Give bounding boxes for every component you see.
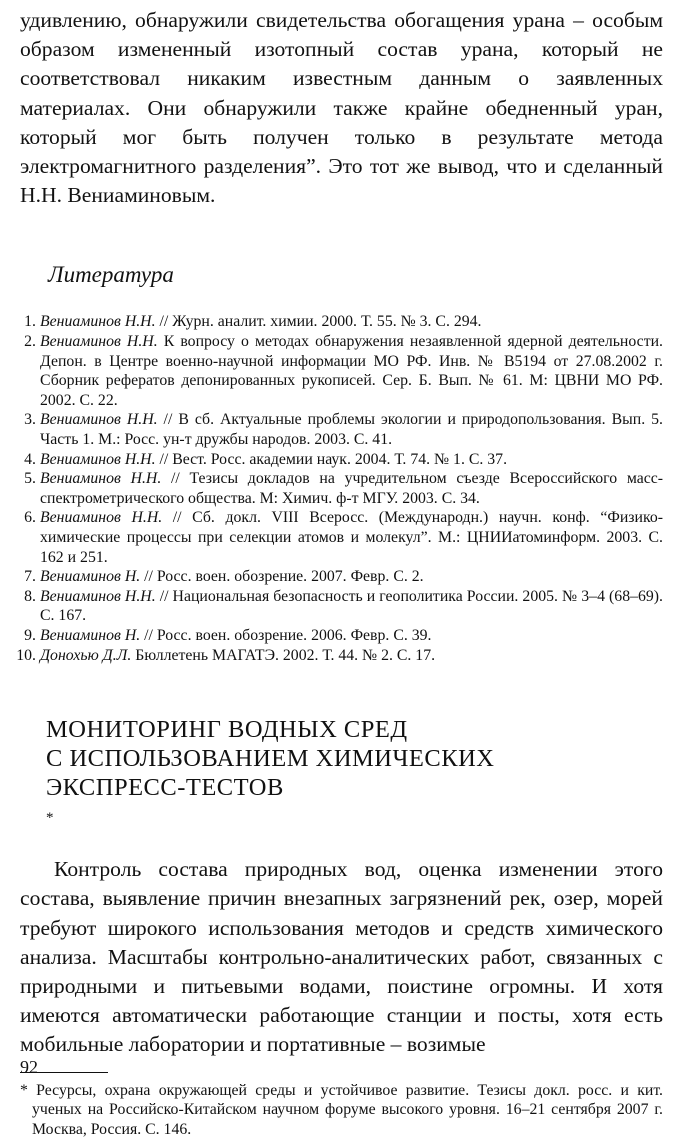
reference-list [16,312,664,665]
reference-author: Вениаминов Н.Н. [40,313,156,331]
reference-author: Вениаминов Н. [40,626,141,644]
reference-author: Вениаминов Н. [40,568,141,586]
reference-number: 7. [24,568,36,586]
reference-number: 5. [24,470,36,488]
reference-text: // Журн. аналит. химии. 2000. Т. 55. № 3. С. 294. [155,313,482,331]
reference-text: // Национальная безопасность и геополитика России. 2005. № 3–4 (68–69). С. 167. [40,587,663,625]
intro-paragraph: удивлению, обнаружили свидетельства обогащения урана – особым образом измененный изотопный состав урана, который не соответствовал никаким известным данным о заявленных материалах. Они обнаружили также крайне обедненный уран, который мог быть получен только в результате метода электромагнитного разделения”. Это тот же вывод, что и сделанный Н.Н. Вениаминовым. [20,8,663,208]
section-title [46,715,663,831]
reference-text: // Росс. воен. обозрение. 2006. Февр. С. 39. [140,626,432,644]
section-paragraph: Контроль состава природных вод, оценка изменении этого состава, выявление причин внезапных загрязнений рек, озер, морей требуют широкого использования методов и средств химического анализа. Масштабы контрольно-аналитических работ, связанных с природными и питьевыми водами, поистине огромны. И хотя имеются автоматически работающие станции и посты, хотя есть мобильные лаборатории и портативные – возимые [20,857,663,1057]
reference-number: 3. [24,411,36,429]
reference-item [20,508,663,567]
reference-number: 2. [24,333,36,351]
reference-text: К вопросу о методах обнаружения незаявленной ядерной деятельности. Депон. в Центре военно-научной информации МО РФ. Инв. № B5194 от 27.08.2002 г. Сборник рефератов депонированных рукописей. Сер. Б. Вып. № 61. М: ЦВНИ МО РФ. 2002. С. 22. [40,333,663,409]
reference-author: Вениаминов Н.Н. [40,450,156,468]
reference-number: 10. [16,646,36,664]
reference-number: 9. [24,626,36,644]
reference-author: Донохью Д.Л. [40,646,132,664]
reference-item [20,410,663,449]
reference-item [20,587,663,626]
reference-number: 4. [24,450,36,468]
reference-number: 1. [24,313,36,331]
footnote-mark: * [46,810,54,827]
section-title-line-text: ЭКСПРЕСС-ТЕСТОВ [46,774,284,802]
reference-item [20,626,663,646]
reference-item [20,567,663,587]
section-title-line-last [46,773,663,831]
reference-text: // Вест. Росс. академии наук. 2004. Т. 74. № 1. С. 37. [155,450,508,468]
reference-author: Вениаминов Н.Н. [40,333,158,351]
reference-item [16,646,663,666]
reference-number: 6. [24,509,36,527]
section-title-line: С ИСПОЛЬЗОВАНИЕМ ХИМИЧЕСКИХ [46,745,495,773]
reference-text: Бюллетень МАГАТЭ. 2002. Т. 44. № 2. С. 17. [131,646,436,664]
literature-heading: Литература [48,262,174,288]
reference-item [20,469,663,508]
reference-number: 8. [24,587,36,605]
reference-text: // Тезисы докладов на учредительном съезде Всероссийского масс-спектрометрического общества. М: Химич. ф-т МГУ. 2003. С. 34. [40,470,663,507]
page-number: 92 [20,1057,38,1077]
reference-author: Вениаминов Н.Н. [40,411,158,429]
section-title-line: МОНИТОРИНГ ВОДНЫХ СРЕД [46,716,408,744]
reference-item [20,312,663,332]
reference-author: Вениаминов Н.Н. [40,470,162,488]
reference-author: Вениаминов Н.Н. [40,509,163,527]
reference-text: // Росс. воен. обозрение. 2007. Февр. С. 2. [140,568,424,586]
reference-item [20,332,663,410]
document-page [16,6,664,1140]
reference-text: // В сб. Актуальные проблемы экологии и природопользования. Вып. 5. Часть 1. М.: Росс. ун-т дружбы народов. 2003. С. 41. [40,411,664,448]
reference-item [20,450,663,470]
reference-text: // Сб. докл. VIII Всеросс. (Международн.) научн. конф. “Физико-химические процессы при селекции атомов и молекул”. М.: ЦНИИатоминформ. 2003. С. 162 и 251. [40,509,664,566]
footnote: * Ресурсы, охрана окружающей среды и устойчивое развитие. Тезисы докл. росс. и кит. ученых на Российско-Китайском научном форуме высокого уровня. 16–21 сентября 2007 г. Москва, Россия. С. 146. [20,1081,663,1139]
reference-author: Вениаминов Н.Н. [40,587,156,605]
